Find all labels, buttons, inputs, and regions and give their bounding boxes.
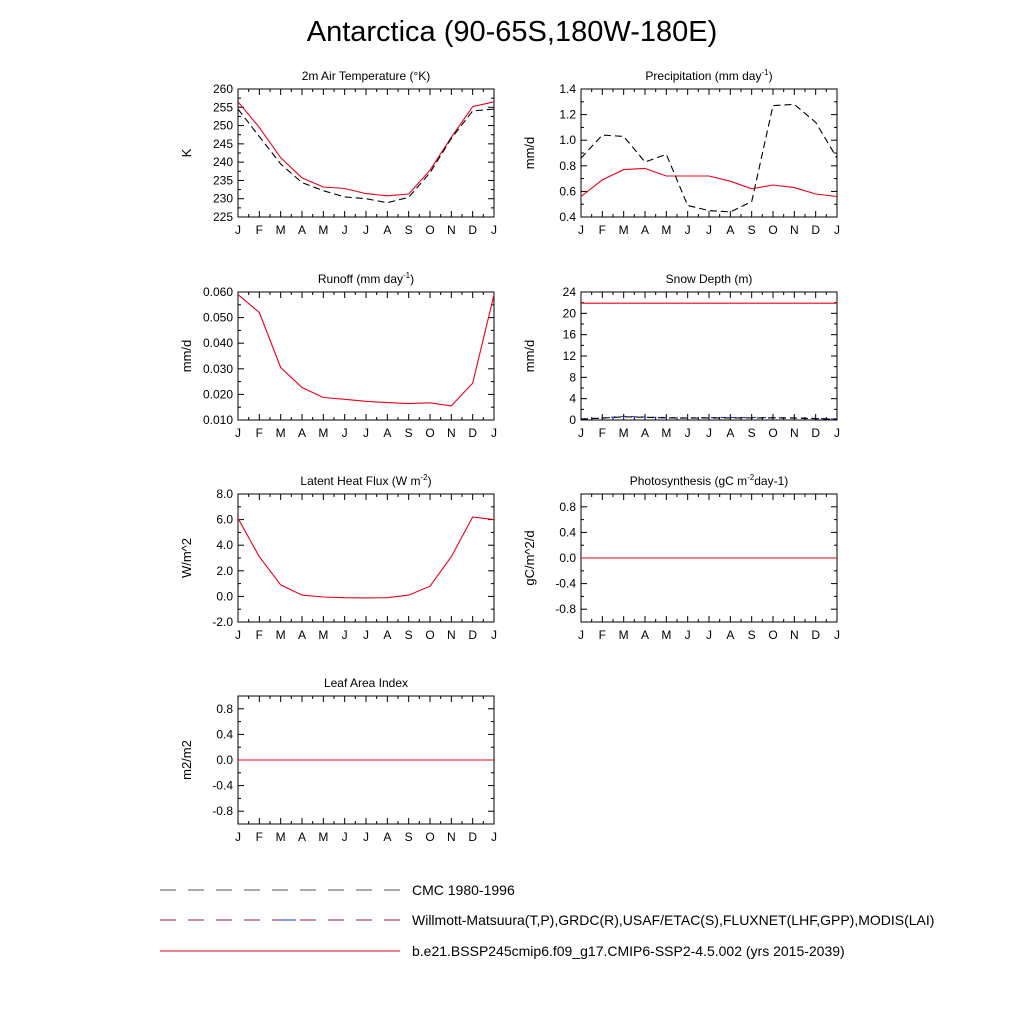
x-tick-label: F <box>598 426 607 440</box>
y-tick-label: 255 <box>212 100 233 115</box>
x-tick-label: J <box>491 223 497 237</box>
y-tick-label: 0.4 <box>559 525 576 540</box>
y-tick-label: 0.0 <box>216 753 233 767</box>
y-tick-label: 12 <box>562 349 576 363</box>
x-tick-label: D <box>468 426 478 440</box>
x-tick-label: J <box>491 426 497 440</box>
x-tick-label: A <box>383 830 392 844</box>
x-tick-label: F <box>255 223 264 237</box>
y-tick-label: 0.4 <box>216 727 233 742</box>
x-tick-label: M <box>618 223 629 237</box>
x-tick-label: A <box>297 426 307 440</box>
x-tick-label: A <box>383 426 392 440</box>
x-tick-label: A <box>297 830 307 844</box>
x-tick-label: A <box>726 223 735 237</box>
x-tick-label: N <box>446 830 456 844</box>
x-tick-label: J <box>578 223 584 237</box>
x-tick-label: S <box>747 426 756 440</box>
x-tick-label: A <box>297 628 307 642</box>
y-tick-label: 0.040 <box>202 336 233 351</box>
x-tick-label: J <box>578 628 584 642</box>
chart-title: Latent Heat Flux (W $m^{-2}$) <box>300 473 432 488</box>
x-tick-label: O <box>425 628 435 642</box>
x-tick-label: N <box>789 426 799 440</box>
x-tick-label: A <box>640 426 650 440</box>
y-tick-label: 235 <box>212 173 233 188</box>
x-tick-label: J <box>363 223 369 237</box>
x-tick-label: S <box>404 426 413 440</box>
x-tick-label: J <box>706 426 712 440</box>
x-tick-label: N <box>446 426 456 440</box>
chart-panel-7 <box>179 676 497 844</box>
y-axis-label: mm/d <box>522 136 537 170</box>
legend-item <box>160 912 934 928</box>
x-tick-label: J <box>363 426 369 440</box>
x-tick-label: M <box>661 628 672 642</box>
series-line-model <box>238 517 494 598</box>
x-tick-label: D <box>468 830 478 844</box>
y-axis-label: gC/m^2/d <box>522 530 537 586</box>
chart-panel-1 <box>179 69 497 237</box>
x-tick-label: N <box>789 223 799 237</box>
y-tick-label: 225 <box>212 210 233 224</box>
series-line-obs <box>581 104 837 211</box>
y-tick-label: -0.4 <box>555 576 576 591</box>
y-tick-label: -0.8 <box>212 804 233 819</box>
y-tick-label: 0.060 <box>202 285 233 299</box>
x-tick-label: J <box>684 628 691 642</box>
y-tick-label: 4 <box>569 391 576 406</box>
x-tick-label: M <box>275 830 286 844</box>
y-tick-label: -0.4 <box>212 778 233 793</box>
series-line-model <box>238 295 494 406</box>
x-tick-label: S <box>747 223 756 237</box>
legend-label: Willmott-Matsuura(T,P),GRDC(R),USAF/ETAC(S),FLUXNET(LHF,GPP),MODIS(LAI) <box>412 912 935 928</box>
x-tick-label: J <box>341 223 348 237</box>
x-tick-label: J <box>235 426 241 440</box>
chart-panel-5 <box>179 473 497 642</box>
x-tick-label: O <box>425 426 435 440</box>
y-axis-label: m2/m2 <box>179 740 194 780</box>
x-tick-label: O <box>768 426 778 440</box>
chart-title: Precipitation (mm day$^{-1}$) <box>645 68 773 83</box>
x-tick-label: J <box>578 426 584 440</box>
x-tick-label: S <box>404 628 413 642</box>
x-tick-label: A <box>383 628 392 642</box>
x-tick-label: F <box>255 628 264 642</box>
y-tick-label: 1.2 <box>559 107 576 122</box>
y-tick-label: 0.8 <box>216 701 233 716</box>
x-tick-label: M <box>618 426 629 440</box>
x-tick-label: O <box>425 223 435 237</box>
x-tick-label: J <box>341 830 348 844</box>
plot-frame <box>238 494 494 622</box>
y-tick-label: 8 <box>569 370 576 385</box>
chart-title: Snow Depth (m) <box>665 272 753 286</box>
x-tick-label: D <box>811 223 821 237</box>
x-tick-label: D <box>468 223 478 237</box>
chart-panel-6 <box>522 473 840 642</box>
y-tick-label: 230 <box>212 191 233 206</box>
x-tick-label: A <box>383 223 392 237</box>
x-tick-label: N <box>789 628 799 642</box>
chart-panel-4 <box>522 272 840 440</box>
chart-title: Runoff (mm day$^{-1}$) <box>317 271 415 286</box>
x-tick-label: M <box>618 628 629 642</box>
x-tick-label: J <box>235 830 241 844</box>
x-tick-label: J <box>706 223 712 237</box>
plot-frame <box>581 292 837 420</box>
x-tick-label: M <box>318 830 329 844</box>
y-tick-label: 4.0 <box>216 538 233 553</box>
x-tick-label: N <box>446 628 456 642</box>
x-tick-label: D <box>811 426 821 440</box>
page-title: Antarctica (90-65S,180W-180E) <box>306 16 718 48</box>
y-tick-label: 260 <box>212 82 233 96</box>
x-tick-label: D <box>811 628 821 642</box>
y-tick-label: 8.0 <box>216 487 233 501</box>
x-tick-label: F <box>255 830 264 844</box>
y-tick-label: 250 <box>212 118 233 133</box>
y-axis-label: W/m^2 <box>179 537 194 579</box>
y-tick-label: 0.8 <box>559 158 576 173</box>
x-tick-label: A <box>640 223 650 237</box>
legend <box>160 882 934 959</box>
chart-title: Leaf Area Index <box>323 676 409 690</box>
x-tick-label: S <box>747 628 756 642</box>
legend-item <box>160 943 845 959</box>
x-tick-label: N <box>446 223 456 237</box>
x-tick-label: J <box>363 830 369 844</box>
legend-item <box>160 882 515 898</box>
y-axis-label: K <box>179 148 194 158</box>
x-tick-label: M <box>275 628 286 642</box>
series-line-model <box>238 102 494 196</box>
x-tick-label: M <box>275 223 286 237</box>
y-tick-label: -2.0 <box>212 615 233 629</box>
y-tick-label: 16 <box>562 327 576 342</box>
x-tick-label: J <box>341 426 348 440</box>
x-tick-label: J <box>363 628 369 642</box>
x-tick-label: A <box>640 628 650 642</box>
legend-label: CMC 1980-1996 <box>412 882 515 898</box>
x-tick-label: M <box>661 426 672 440</box>
y-tick-label: 0.8 <box>559 499 576 514</box>
chart-panel-3 <box>179 271 497 440</box>
series-line-obs <box>238 109 494 203</box>
x-tick-label: O <box>768 628 778 642</box>
series-line-model <box>581 168 837 196</box>
x-tick-label: F <box>255 426 264 440</box>
x-tick-label: O <box>768 223 778 237</box>
x-tick-label: J <box>684 223 691 237</box>
x-tick-label: J <box>491 628 497 642</box>
legend-label: b.e21.BSSP245cmip6.f09_g17.CMIP6-SSP2-4.5.002 (yrs 2015-2039) <box>412 943 845 959</box>
y-tick-label: 0.020 <box>202 387 233 402</box>
x-tick-label: A <box>726 628 735 642</box>
y-tick-label: 0.6 <box>559 184 576 199</box>
y-tick-label: 0.0 <box>559 551 576 565</box>
y-tick-label: 0 <box>569 413 576 427</box>
plot-frame <box>238 89 494 217</box>
y-tick-label: 24 <box>562 285 576 299</box>
y-tick-label: 2.0 <box>216 563 233 578</box>
y-tick-label: 240 <box>212 155 233 170</box>
x-tick-label: S <box>404 830 413 844</box>
y-tick-label: 1.0 <box>559 133 576 148</box>
x-tick-label: F <box>598 628 607 642</box>
chart-panel-2 <box>522 68 840 237</box>
y-axis-label: mm/d <box>179 339 194 373</box>
y-tick-label: 1.4 <box>559 82 576 96</box>
x-tick-label: M <box>275 426 286 440</box>
x-tick-label: J <box>834 426 840 440</box>
x-tick-label: A <box>726 426 735 440</box>
chart-title: 2m Air Temperature (°K) <box>301 69 431 83</box>
y-tick-label: 0.0 <box>216 589 233 604</box>
x-tick-label: O <box>425 830 435 844</box>
x-tick-label: M <box>661 223 672 237</box>
x-tick-label: J <box>235 223 241 237</box>
y-tick-label: 0.050 <box>202 310 233 325</box>
y-tick-label: 20 <box>562 306 576 321</box>
chart-title: Photosynthesis (gC $m^{-2}day-1$) <box>629 473 789 488</box>
y-axis-label: mm/d <box>522 339 537 373</box>
y-tick-label: 0.4 <box>559 210 576 224</box>
x-tick-label: J <box>341 628 348 642</box>
x-tick-label: M <box>318 426 329 440</box>
y-tick-label: 0.010 <box>202 413 233 427</box>
y-tick-label: 0.030 <box>202 361 233 376</box>
y-tick-label: 6.0 <box>216 512 233 527</box>
x-tick-label: J <box>706 628 712 642</box>
x-tick-label: M <box>318 628 329 642</box>
x-tick-label: M <box>318 223 329 237</box>
x-tick-label: J <box>491 830 497 844</box>
y-tick-label: 245 <box>212 136 233 151</box>
y-tick-label: -0.8 <box>555 602 576 617</box>
x-tick-label: D <box>468 628 478 642</box>
x-tick-label: J <box>834 223 840 237</box>
x-tick-label: S <box>404 223 413 237</box>
x-tick-label: F <box>598 223 607 237</box>
x-tick-label: A <box>297 223 307 237</box>
x-tick-label: J <box>834 628 840 642</box>
x-tick-label: J <box>235 628 241 642</box>
x-tick-label: J <box>684 426 691 440</box>
